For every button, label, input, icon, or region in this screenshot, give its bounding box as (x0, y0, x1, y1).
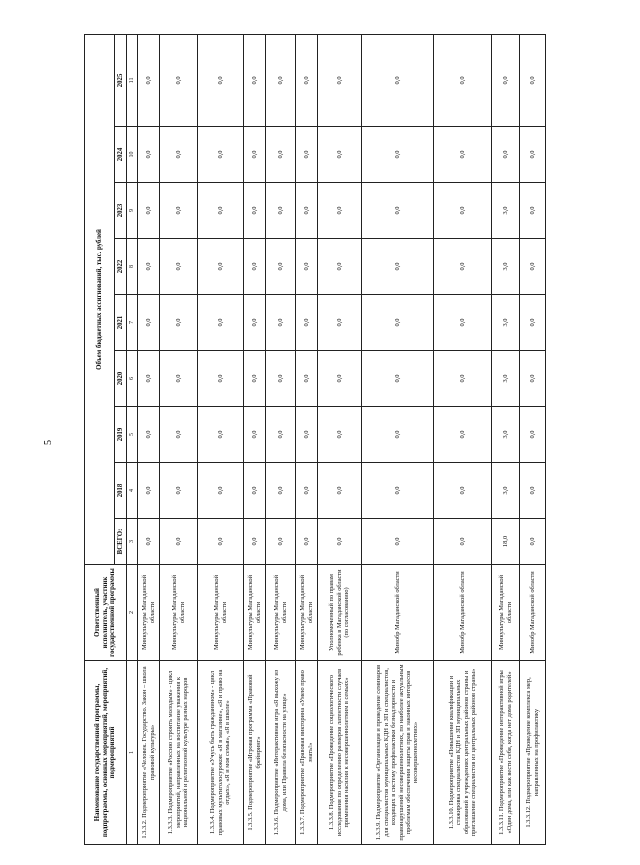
table-row (296, 34, 318, 844)
row-name: 1.3.3.7. Подмероприятие «Правовая викторина «Умею право знать!» (296, 661, 318, 845)
row-total-value: 0,0 (266, 519, 296, 565)
row-year-value: 0,0 (138, 407, 160, 463)
row-year-value: 0,0 (520, 34, 546, 126)
table-row (244, 34, 266, 844)
row-name: 1.3.3.8. Подмероприятие «Проведение социологического исследования по определению размеров латентности случаев применения насилия к несовершеннолетним в семьях» (318, 661, 362, 845)
row-year-value: 0,0 (160, 127, 198, 183)
row-year-value: 0,0 (244, 463, 266, 519)
row-year-value: 0,0 (362, 295, 434, 351)
header-budget: Объем бюджетных ассигнований, тыс. рублей (85, 34, 115, 564)
row-year-value: 0,0 (362, 407, 434, 463)
row-year-value: 0,0 (244, 127, 266, 183)
row-year-value: 0,0 (198, 295, 244, 351)
row-total-value: 0,0 (138, 519, 160, 565)
row-year-value: 0,0 (434, 239, 492, 295)
index-cell: 11 (127, 34, 138, 126)
row-year-value: 3,0 (492, 407, 520, 463)
table-row (520, 34, 546, 844)
row-year-value: 0,0 (434, 463, 492, 519)
row-executor: Минобр Магаданской области (434, 565, 492, 661)
index-cell: 10 (127, 127, 138, 183)
row-year-value: 0,0 (138, 463, 160, 519)
row-year-value: 0,0 (266, 127, 296, 183)
index-cell: 2 (127, 565, 138, 661)
row-total-value: 18,0 (492, 519, 520, 565)
row-name: 1.3.3.3. Подмероприятие «Россию строить молодым» - цикл мероприятий, направленных на воспитание уважения к национальной и религиозной культуре разных народов (160, 661, 198, 845)
row-year-value: 0,0 (318, 463, 362, 519)
row-year-value: 0,0 (198, 239, 244, 295)
table-body (138, 34, 546, 844)
row-year-value: 0,0 (318, 407, 362, 463)
header-year: 2019 (115, 407, 127, 463)
row-year-value: 0,0 (138, 239, 160, 295)
index-cell: 1 (127, 661, 138, 845)
table-row (434, 34, 492, 844)
row-year-value: 0,0 (160, 239, 198, 295)
row-executor: Минобр Магаданской области (520, 565, 546, 661)
row-year-value: 3,0 (492, 239, 520, 295)
row-year-value: 3,0 (492, 463, 520, 519)
row-year-value: 0,0 (362, 183, 434, 239)
row-year-value: 0,0 (362, 463, 434, 519)
header-year: 2020 (115, 351, 127, 407)
row-total-value: 0,0 (362, 519, 434, 565)
row-year-value: 0,0 (434, 407, 492, 463)
row-total-value: 0,0 (244, 519, 266, 565)
row-year-value: 0,0 (198, 183, 244, 239)
row-year-value: 0,0 (318, 351, 362, 407)
row-name: 1.3.3.5. Подмероприятие «Игровая программа «Правовой брейнринг» (244, 661, 266, 845)
budget-table (84, 34, 546, 845)
index-row (127, 34, 138, 844)
row-year-value: 0,0 (520, 127, 546, 183)
row-year-value: 0,0 (296, 183, 318, 239)
index-cell: 7 (127, 295, 138, 351)
row-total-value: 0,0 (198, 519, 244, 565)
row-year-value: 0,0 (296, 463, 318, 519)
row-year-value: 0,0 (434, 295, 492, 351)
row-year-value: 0,0 (266, 351, 296, 407)
row-year-value: 0,0 (244, 34, 266, 126)
row-year-value: 0,0 (138, 351, 160, 407)
row-executor: Минкультуры Магаданской области (160, 565, 198, 661)
row-name: 1.3.3.2. Подмероприятие «Человек. Государство. Закон – школа правовой культуры» (138, 661, 160, 845)
row-executor: Минкультуры Магаданской области (492, 565, 520, 661)
row-year-value: 0,0 (296, 127, 318, 183)
table-row (362, 34, 434, 844)
row-year-value: 0,0 (492, 34, 520, 126)
row-year-value: 0,0 (198, 351, 244, 407)
header-year: 2025 (115, 34, 127, 126)
row-year-value: 0,0 (198, 463, 244, 519)
row-year-value: 0,0 (318, 295, 362, 351)
row-year-value: 0,0 (296, 34, 318, 126)
row-year-value: 0,0 (266, 183, 296, 239)
row-year-value: 0,0 (160, 351, 198, 407)
row-year-value: 0,0 (520, 351, 546, 407)
row-executor: Минкультуры Магаданской области (138, 565, 160, 661)
row-year-value: 3,0 (492, 183, 520, 239)
row-name: 1.3.3.4. Подмероприятие «Учусь быть гражданином» - цикл правовых мультиголосуроков: «Я в магазине», «Я и право на отдых», «Я и моя семья», «Я в школе» (198, 661, 244, 845)
row-year-value: 0,0 (434, 183, 492, 239)
row-year-value: 0,0 (266, 407, 296, 463)
row-year-value: 0,0 (362, 239, 434, 295)
row-year-value: 0,0 (198, 127, 244, 183)
row-year-value: 0,0 (492, 127, 520, 183)
row-year-value: 3,0 (492, 351, 520, 407)
row-name: 1.3.3.12. Подмероприятие «Проведение комплекса мер, направленных на профилактику (520, 661, 546, 845)
row-executor: Минобр Магаданской области (362, 565, 434, 661)
row-name: 1.3.3.6. Подмероприятие «Интерактивная игра «Я выхожу из дома, или Правила безопасности на улице» (266, 661, 296, 845)
row-year-value: 0,0 (266, 463, 296, 519)
header-year: 2018 (115, 463, 127, 519)
row-year-value: 0,0 (520, 295, 546, 351)
row-year-value: 0,0 (266, 239, 296, 295)
row-year-value: 0,0 (434, 127, 492, 183)
row-total-value: 0,0 (434, 519, 492, 565)
row-year-value: 0,0 (160, 295, 198, 351)
rotated-table-wrapper (84, 35, 540, 845)
header-year: 2024 (115, 127, 127, 183)
row-year-value: 0,0 (138, 295, 160, 351)
row-year-value: 0,0 (520, 183, 546, 239)
row-year-value: 0,0 (362, 351, 434, 407)
row-year-value: 0,0 (244, 351, 266, 407)
row-year-value: 0,0 (266, 295, 296, 351)
row-year-value: 0,0 (520, 463, 546, 519)
row-year-value: 0,0 (296, 239, 318, 295)
row-executor: Минкультуры Магаданской области (244, 565, 266, 661)
row-year-value: 0,0 (296, 407, 318, 463)
header-year: 2022 (115, 239, 127, 295)
table-row (160, 34, 198, 844)
header-year: 2023 (115, 183, 127, 239)
row-year-value: 0,0 (198, 34, 244, 126)
row-year-value: 0,0 (266, 34, 296, 126)
row-year-value: 0,0 (244, 407, 266, 463)
row-year-value: 0,0 (296, 295, 318, 351)
row-year-value: 0,0 (318, 34, 362, 126)
row-year-value: 0,0 (160, 463, 198, 519)
row-year-value: 0,0 (520, 407, 546, 463)
index-cell: 5 (127, 407, 138, 463)
row-executor: Минкультуры Магаданской области (266, 565, 296, 661)
table-row (492, 34, 520, 844)
row-executor: Минкультуры Магаданской области (198, 565, 244, 661)
header-name: Наименование государственной программы, подпрограммы, основных мероприятий, мероприятий, подмероприятий (85, 661, 127, 845)
index-cell: 9 (127, 183, 138, 239)
row-year-value: 0,0 (362, 127, 434, 183)
row-year-value: 0,0 (434, 34, 492, 126)
table-row (266, 34, 296, 844)
row-name: 1.3.3.10. Подмероприятие «Повышение квалификации и стажировка специалистов КДН и ЗП муниципальных образований в учреждениях центральных районов страны и приглашение специалистов из центральных районов страны» (434, 661, 492, 845)
row-year-value: 0,0 (138, 34, 160, 126)
index-cell: 6 (127, 351, 138, 407)
row-year-value: 0,0 (318, 183, 362, 239)
row-year-value: 0,0 (138, 183, 160, 239)
row-year-value: 0,0 (244, 239, 266, 295)
index-cell: 3 (127, 519, 138, 565)
row-year-value: 0,0 (160, 183, 198, 239)
row-year-value: 0,0 (318, 239, 362, 295)
row-year-value: 0,0 (138, 127, 160, 183)
row-executor: Минкультуры Магаданской области (296, 565, 318, 661)
index-cell: 4 (127, 463, 138, 519)
row-year-value: 0,0 (434, 351, 492, 407)
header-year: 2021 (115, 295, 127, 351)
row-name: 1.3.3.9. Подмероприятие «Организация и проведение семинаров для специалистов муниципальных КДН и ЗП и специалистов, входящих в систему профилактики безнадзорности и правонарушений несовершеннолетних, по наиболее актуальным проблемам обеспечения защиты прав и законных интересов несовершеннолетних» (362, 661, 434, 845)
row-year-value: 3,0 (492, 295, 520, 351)
row-name: 1.3.3.11. Подмероприятие «Проведение интерактивной игры «Один дома, или как вести себя, когда нет дома родителей» (492, 661, 520, 845)
page-number: 5 (43, 440, 54, 445)
table-row (318, 34, 362, 844)
row-year-value: 0,0 (362, 34, 434, 126)
row-total-value: 0,0 (520, 519, 546, 565)
index-cell: 8 (127, 239, 138, 295)
row-year-value: 0,0 (296, 351, 318, 407)
row-year-value: 0,0 (198, 407, 244, 463)
row-year-value: 0,0 (520, 239, 546, 295)
table-row (198, 34, 244, 844)
row-year-value: 0,0 (160, 34, 198, 126)
row-year-value: 0,0 (244, 295, 266, 351)
row-total-value: 0,0 (318, 519, 362, 565)
row-total-value: 0,0 (160, 519, 198, 565)
table-row (138, 34, 160, 844)
row-total-value: 0,0 (296, 519, 318, 565)
row-year-value: 0,0 (160, 407, 198, 463)
header-total: ВСЕГО: (115, 519, 127, 565)
row-executor: Уполномоченный по правам ребенка в Магаданской области (по согласованию) (318, 565, 362, 661)
header-executor: Ответственный исполнитель, участник государственной программы (85, 565, 127, 661)
row-year-value: 0,0 (244, 183, 266, 239)
row-year-value: 0,0 (318, 127, 362, 183)
